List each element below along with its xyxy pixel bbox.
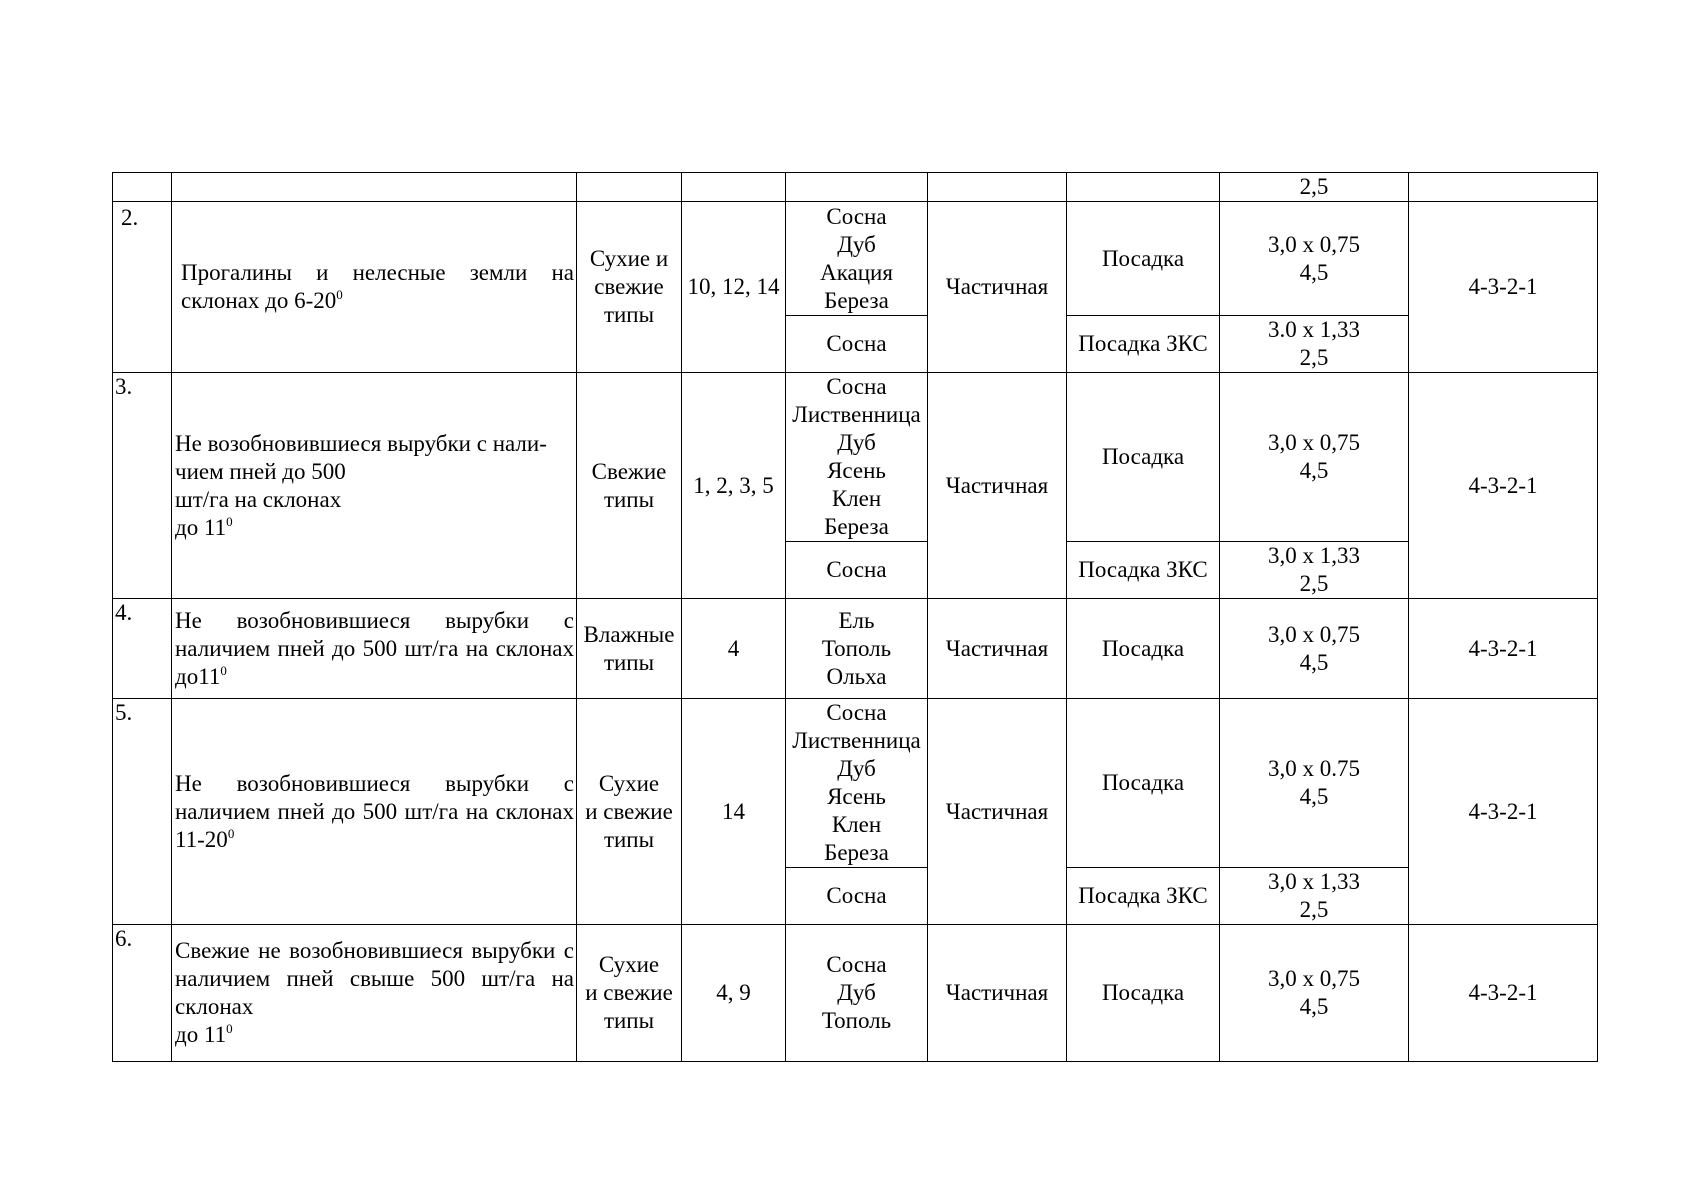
soil-prep-method: Частичная <box>928 699 1067 925</box>
species-list: Сосна Лиственница Дуб Ясень Клен Береза <box>786 373 928 542</box>
forest-types: 14 <box>682 699 786 925</box>
forest-restoration-table <box>112 172 1598 1062</box>
cell-empty <box>113 173 172 202</box>
mixing-scheme: 4-3-2-1 <box>1409 699 1598 925</box>
mixing-scheme: 4-3-2-1 <box>1409 599 1598 699</box>
cell-empty <box>682 173 786 202</box>
planting-type: Посадка <box>1067 599 1220 699</box>
species-list: Сосна Лиственница Дуб Ясень Клен Береза <box>786 699 928 868</box>
species-list: Сосна <box>786 868 928 925</box>
cell-empty <box>172 173 577 202</box>
mixing-scheme: 4-3-2-1 <box>1409 373 1598 599</box>
soil-prep-method: Частичная <box>928 925 1067 1062</box>
cell-empty <box>928 173 1067 202</box>
site-conditions: Свежие типы <box>577 373 682 599</box>
planting-spacing: 3,0 х 1,33 2,5 <box>1220 868 1409 925</box>
row-number: 3. <box>113 373 172 599</box>
species-list: Сосна Дуб Тополь <box>786 925 928 1062</box>
row-number: 6. <box>113 925 172 1062</box>
table-row <box>113 202 1598 316</box>
desc-text: Не возобновившиеся вырубки с наличием пней до 500 шт/га на склонах до11 <box>175 607 574 689</box>
area-description <box>172 202 577 373</box>
cell-empty <box>1067 173 1220 202</box>
planting-type: Посадка <box>1067 202 1220 316</box>
degree-superscript: 0 <box>226 1021 233 1036</box>
site-conditions: Сухие и свежие типы <box>577 699 682 925</box>
planting-type: Посадка <box>1067 373 1220 542</box>
spacing-cell: 2,5 <box>1220 173 1409 202</box>
forest-types: 1, 2, 3, 5 <box>682 373 786 599</box>
site-conditions: Сухие и свежие типы <box>577 202 682 373</box>
table-row <box>113 699 1598 868</box>
planting-spacing: 3,0 х 0,75 4,5 <box>1220 925 1409 1062</box>
planting-type: Посадка <box>1067 925 1220 1062</box>
mixing-scheme: 4-3-2-1 <box>1409 925 1598 1062</box>
site-conditions: Сухие и свежие типы <box>577 925 682 1062</box>
table-row <box>113 599 1598 699</box>
planting-spacing: 3,0 х 0.75 4,5 <box>1220 699 1409 868</box>
planting-type: Посадка ЗКС <box>1067 868 1220 925</box>
species-list: Ель Тополь Ольха <box>786 599 928 699</box>
desc-text: до 11 <box>175 514 227 540</box>
species-list: Сосна Дуб Акация Береза <box>786 202 928 316</box>
area-description <box>172 599 577 699</box>
row-number: 5. <box>113 699 172 925</box>
species-list: Сосна <box>786 542 928 599</box>
planting-spacing: 3,0 х 0,75 4,5 <box>1220 202 1409 316</box>
planting-spacing: 3,0 х 0,75 4,5 <box>1220 373 1409 542</box>
planting-spacing: 3,0 х 1,33 2,5 <box>1220 542 1409 599</box>
area-description <box>172 699 577 925</box>
desc-text: до 11 <box>175 1022 227 1047</box>
desc-text: Не возобновившиеся вырубки с наличием пней до 500 шт/га на склонах 11-20 <box>175 770 574 852</box>
desc-text: Свежие не возобновившиеся вырубки с наличием пней свыше 500 шт/га на склонах <box>175 938 574 1019</box>
planting-type: Посадка ЗКС <box>1067 316 1220 373</box>
area-description <box>172 925 577 1062</box>
planting-type: Посадка <box>1067 699 1220 868</box>
planting-type: Посадка ЗКС <box>1067 542 1220 599</box>
degree-superscript: 0 <box>220 662 227 678</box>
mixing-scheme: 4-3-2-1 <box>1409 202 1598 373</box>
desc-text: Прогалины и нелесные земли на склонах до 6-20 <box>181 260 574 313</box>
planting-spacing: 3.0 х 1,33 2,5 <box>1220 316 1409 373</box>
area-description: Не возобновившиеся вырубки с нали- чием пней до 500 шт/га на склонах до $11^0$ <box>172 373 577 599</box>
cell-empty <box>1409 173 1598 202</box>
cell-empty <box>577 173 682 202</box>
species-list: Сосна <box>786 316 928 373</box>
forest-types: 4, 9 <box>682 925 786 1062</box>
soil-prep-method: Частичная <box>928 599 1067 699</box>
row-number: 2. <box>113 202 172 373</box>
row-number: 4. <box>113 599 172 699</box>
planting-spacing: 3,0 х 0,75 4,5 <box>1220 599 1409 699</box>
table-row <box>113 373 1598 542</box>
forest-types: 10, 12, 14 <box>682 202 786 373</box>
degree-superscript: 0 <box>336 287 343 302</box>
soil-prep-method: Частичная <box>928 202 1067 373</box>
forest-types: 4 <box>682 599 786 699</box>
site-conditions: Влажные типы <box>577 599 682 699</box>
table-row <box>113 925 1598 1062</box>
continuation-row <box>113 173 1598 202</box>
cell-empty <box>786 173 928 202</box>
degree-superscript: 0 <box>226 513 233 529</box>
degree-superscript: 0 <box>227 825 235 841</box>
soil-prep-method: Частичная <box>928 373 1067 599</box>
